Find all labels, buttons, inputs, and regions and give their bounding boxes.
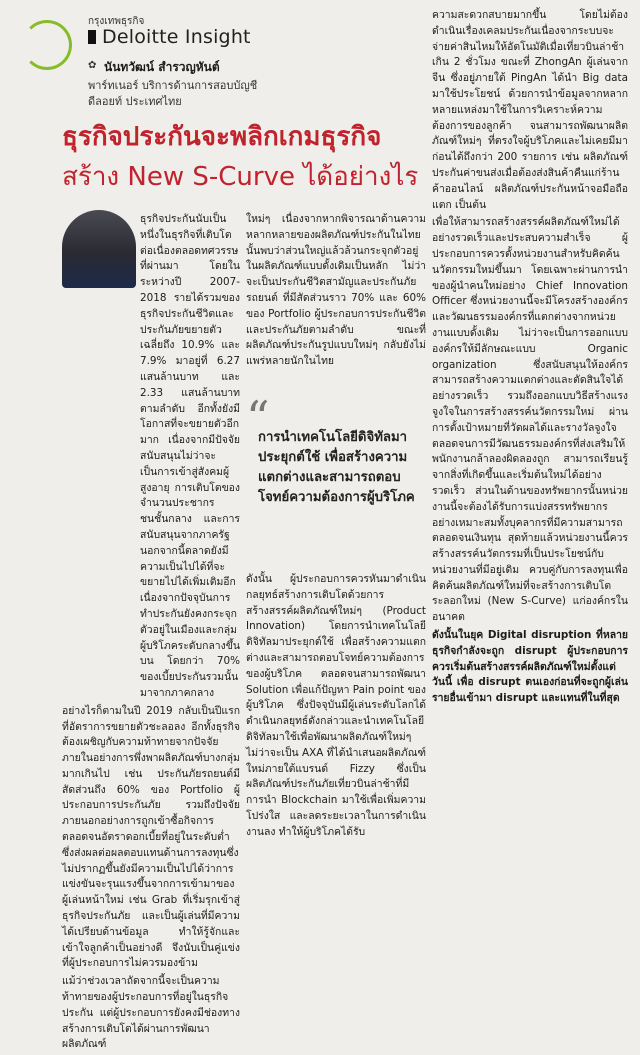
paragraph: ดังนั้น ผู้ประกอบการควรหันมาดำเนินกลยุทธ์สร้างการเติบโตด้วยการสร้างสรรค์ผลิตภัณฑ์ใหม่ๆ (Product Innovation) โดยการนำเทคโนโลยีดิจิทัลมาประยุกต์ใช้ เพื่อสร้างความแตกต่างและสามารถตอบโจทย์ความต้องการของผู้บริโภค ตลอดจนสามารถพัฒนา Solution เพื่อแก้ปัญหา Pain point ของผู้บริโภค ซึ่งปัจจุบันมีผู้เล่นระดับโลกได้ดำเนินกลยุทธ์ดังกล่าวและนำเทคโนโลยีดิจิทัลมาใช้เพื่อพัฒนาผลิตภัณฑ์ใหม่ๆ ไม่ว่าจะเป็น AXA ที่ได้นำเสนอผลิตภัณฑ์ใหม่ภายใต้แบรนด์ Fizzy ซึ่งเป็นผลิตภัณฑ์ประกันภัยเที่ยวบินล่าช้าที่มีการนำ Blockchain มาใช้เพื่อเพิ่มความโปร่งใส และลดระยะเวลาในการดำเนินงานลง ทำให้ผู้บริโภคได้รับ	[246, 573, 426, 838]
column-title: Deloitte Insight	[102, 26, 251, 48]
quote-mark-icon: “	[246, 391, 270, 445]
column-header	[16, 12, 286, 112]
newspaper-source: กรุงเทพธุรกิจ	[88, 16, 145, 27]
paragraph: ความสะดวกสบายมากขึ้น โดยไม่ต้องดำเนินเรื่องเคลมประกันเนื่องจากระบบจะจ่ายค่าสินไหมให้อัตโนมัติเมื่อเที่ยวบินล่าช้าเกิน 2 ชั่วโมง ขณะที่ ZhongAn ผู้เล่นจากจีน ซึ่งอยู่ภายใต้ PingAn ได้นำ Big data มาใช้ประโยชน์ ด้วยการนำข้อมูลจากหลากหลายแหล่งมาใช้ในการวิเคราะห์ความต้องการของลูกค้า จนสามารถพัฒนาผลิตภัณฑ์ใหม่ๆ ที่ตรงใจผู้บริโภคและไม่เคยมีมาก่อนได้ถึงกว่า 200 รายการ เช่น ผลิตภัณฑ์ประกันค่าขนส่งเมื่อต้องส่งสินค้าคืนแก่ร้านค้าออนไลน์ ผลิตภัณฑ์ประกันหน้าจอมือถือแตก เป็นต้น	[432, 9, 628, 211]
paragraph: ธุรกิจประกันนับเป็นหนึ่งในธุรกิจที่เติบโตต่อเนื่องตลอดทศวรรษที่ผ่านมา โดยในระหว่างปี 2007-2018 รายได้รวมของธุรกิจประกันชีวิตและประกันภัยขยายตัวเฉลี่ยถึง 10.9% และ 7.9% มาอยู่ที่ 6.27 แสนล้านบาท และ 2.33 แสนล้านบาทตามลำดับ อีกทั้งยังมีโอกาสที่จะขยายตัวอีกมาก เนื่องจากมีปัจจัยสนับสนุนไม่ว่าจะเป็นการเข้าสู่สังคมผู้สูงอายุ การเติบโตของจำนวนประชากรชนชั้นกลาง และการสนับสนุนจากภาครัฐ นอกจากนี้ตลาดยังมีความเป็นไปได้ที่จะขยายไปได้เพิ่มเติมอีก เนื่องจากปัจจุบันการทำประกันยังคงกระจุกตัวอยู่ในเมืองและกลุ่มผู้บริโภคระดับกลางขึ้นบน โดยกว่า 70% ของเบี้ยประกันรวมนั้นมาจากภาคกลาง	[140, 213, 240, 699]
paragraph: เพื่อให้สามารถสร้างสรรค์ผลิตภัณฑ์ใหม่ได้อย่างรวดเร็วและประสบความสำเร็จ ผู้ประกอบการควรตั้งหน่วยงานสำหรับคิดค้นนวัตกรรมใหม่ขึ้นมา โดยเฉพาะผ่านการนำของผู้นำคนใหม่อย่าง Chief Innovation Officer ซึ่งหน่วยงานนี้จะมีโครงสร้างองค์กรและวัฒนธรรมองค์กรที่แตกต่างจากหน่วยงานแบบดั้งเดิม ไม่ว่าจะเป็นการออกแบบองค์กรให้มีลักษณะแบบ Organic organization ซึ่งสนับสนุนให้องค์กรสามารถสร้างความแตกต่างและตัดสินใจได้อย่างรวดเร็ว รวมถึงออกแบบวิธีสร้างแรงจูงใจในการสร้างสรรค์นวัตกรรมใหม่ ผ่านการตั้งเป้าหมายที่วัดผลได้และรางวัลจูงใจ ตลอดจนการมีวัฒนธรรมองค์กรที่ส่งเสริมให้พนักงานกล้าลองผิดลองถูก สามารถเรียนรู้จากสิ่งที่เกิดขึ้นและเริ่มต้นใหม่ได้อย่างรวดเร็ว ส่วนในด้านของทรัพยากรนั้นหน่วยงานนี้จะต้องได้รับการแบ่งสรรทรัพยากรอย่างเหมาะสมทั้งบุคลากรที่มีความสามารถตลอดจนเงินทุน สุดท้ายแล้วหน่วยงานนี้ควรสร้างสรรค์นวัตกรรมที่เป็นประโยชน์กับหน่วยงานที่มีอยู่เดิม ควบคู่กับการลงทุนเพื่อคิดค้นผลิตภัณฑ์ใหม่ที่จะสร้างการเติบโตระลอกใหม่ (New S-Curve) แก่องค์กรในอนาคต	[432, 216, 628, 624]
paragraph: ดังนั้นในยุค Digital disruption ที่หลายธุรกิจกำลังจะถูก disrupt ผู้ประกอบการควรเริ่มต้นสร้างสรรค์ผลิตภัณฑ์ใหม่ตั้งแต่วันนี้ เพื่อ disrupt ตนเองก่อนที่จะถูกผู้เล่นรายอื่นเข้ามา disrupt และแทนที่ในที่สุด	[432, 629, 628, 705]
pull-quote	[246, 391, 428, 505]
article-column-2-top	[246, 212, 426, 372]
paragraph: อย่างไรก็ตามในปี 2019 กลับเป็นปีแรกที่อัตราการขยายตัวชะลอลง อีกทั้งธุรกิจต้องเผชิญกับความท้าทายจากปัจจัยภายในอย่างการพึ่งพาผลิตภัณฑ์บางกลุ่มมากเกินไป เช่น ประกันภัยรถยนต์มีสัดส่วนถึง 60% ของ Portfolio ผู้ประกอบการประกันภัย รวมถึงปัจจัยภายนอกอย่างการถูกเข้าซื้อกิจการ ตลอดจนอัตราดอกเบี้ยที่อยู่ในระดับต่ำ ซึ่งส่งผลต่อผลตอบแทนด้านการลงทุนซึ่งไม่ปรากฏขึ้นยังมีความเป็นไปได้ว่าการแข่งขันจะรุนแรงขึ้นจากการเข้ามาของผู้เล่นหน้าใหม่ เช่น Grab ที่เริ่มรุกเข้าสู่ธุรกิจประกันภัย และเป็นผู้เล่นที่มีความได้เปรียบด้านข้อมูล ทำให้รู้จักและเข้าใจลูกค้าเป็นอย่างดี จึงนับเป็นคู่แข่งที่ผู้ประกอบการไม่ควรมองข้าม	[62, 704, 240, 970]
author-company: ดีลอยท์ ประเทศไทย	[88, 95, 182, 108]
paragraph: ใหม่ๆ เนื่องจากหากพิจารณาด้านความหลากหลายของผลิตภัณฑ์ประกันในไทยนั้นพบว่าส่วนใหญ่แล้วล้วนกระจุกตัวอยู่ในผลิตภัณฑ์แบบดั้งเดิมเป็นหลัก ไม่ว่าจะเป็นประกันชีวิตสามัญและประกันภัยรถยนต์ ที่มีสัดส่วนราว 70% และ 60% ของ Portfolio ผู้ประกอบการประกันชีวิตและประกันภัยตามลำดับ ขณะที่ผลิตภัณฑ์ประกันรูปแบบใหม่ๆ กลับยังไม่แพร่หลายนักในไทย	[246, 213, 426, 368]
article-column-2-bottom	[246, 572, 426, 843]
paragraph: แม้ว่าช่วงเวลาถัดจากนี้จะเป็นความท้าทายของผู้ประกอบการที่อยู่ในธุรกิจประกัน แต่ผู้ประกอบการยังคงมีช่องทางสร้างการเติบโตได้ผ่านการพัฒนาผลิตภัณฑ์	[62, 975, 240, 1051]
article-column-3	[432, 8, 628, 709]
author-role: พาร์ทเนอร์ บริการด้านการสอบบัญชี	[88, 79, 258, 92]
brand-square-icon	[88, 30, 96, 44]
headline-line-1: ธุรกิจประกันจะพลิกเกมธุรกิจ	[62, 122, 382, 152]
author-name: นันทวัฒน์ สำรวญหันต์	[104, 60, 220, 74]
pull-quote-text: การนำเทคโนโลยีดิจิทัลมาประยุกต์ใช้ เพื่อสร้างความแตกต่างและสามารถตอบโจทย์ความต้องการผู้บริโภค	[258, 430, 415, 505]
headline-line-2: สร้าง New S-Curve ได้อย่างไร	[62, 162, 419, 192]
deloitte-logo-icon	[22, 20, 72, 70]
author-bullet-icon: ✿	[88, 60, 97, 71]
article-column-1	[62, 212, 240, 1055]
